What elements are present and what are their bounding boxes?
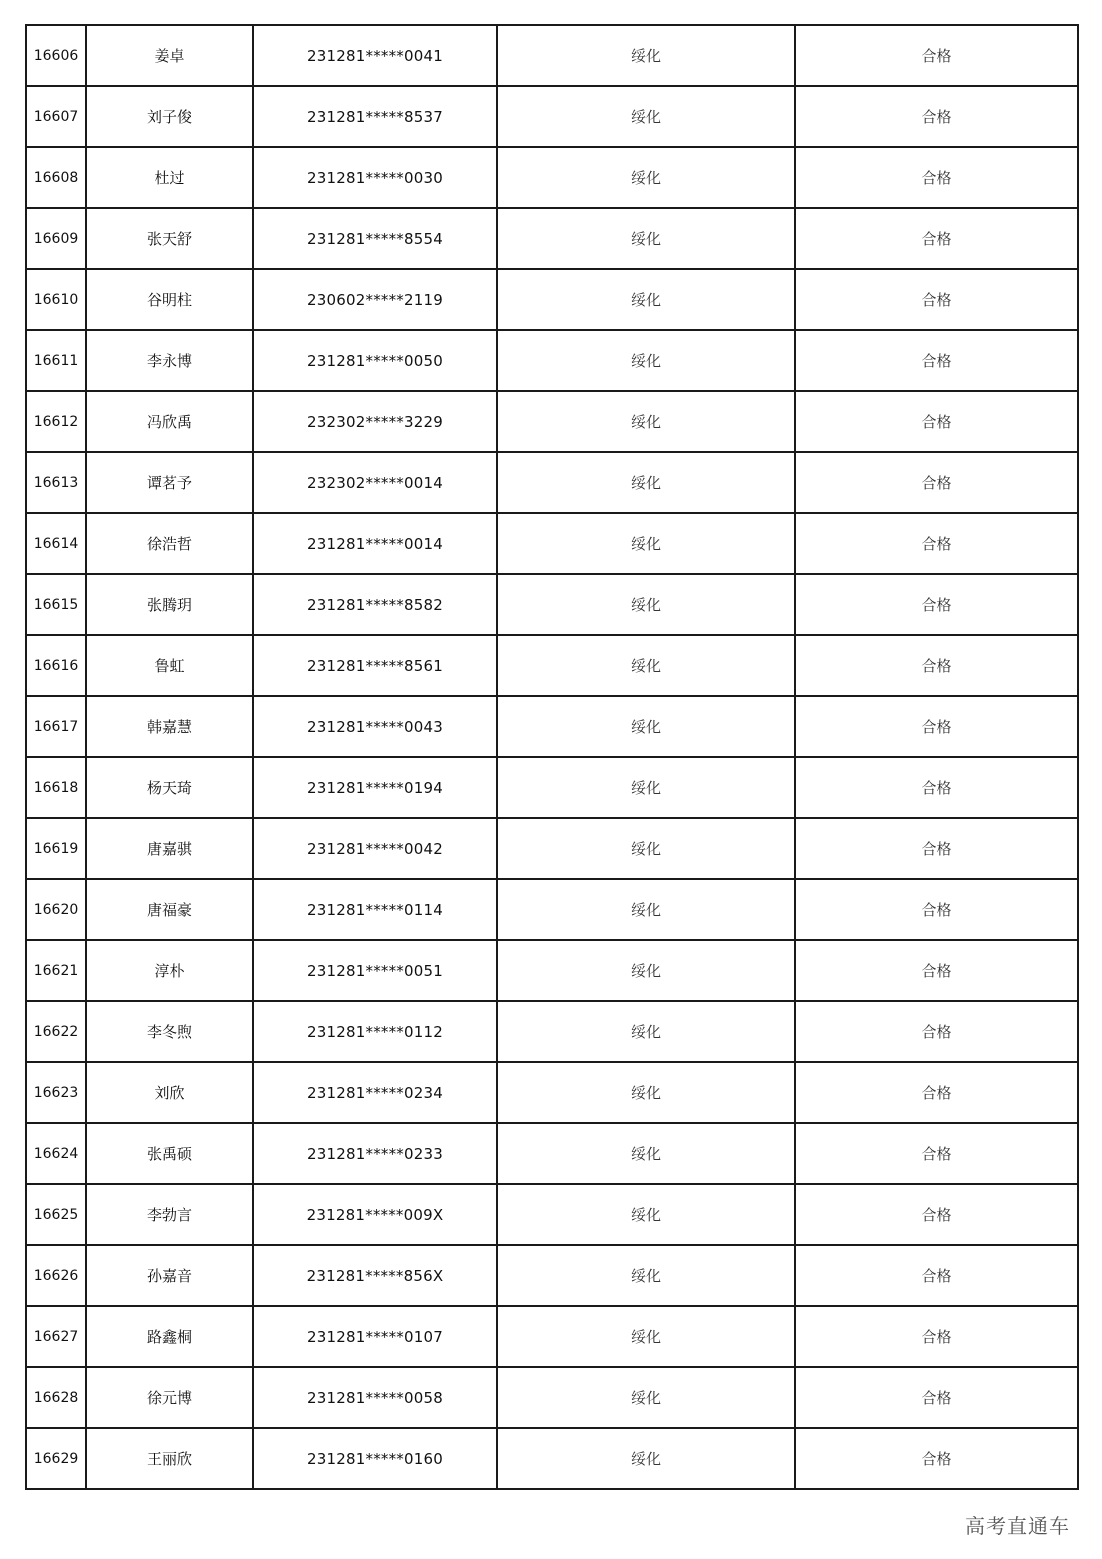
region-cell: 绥化 xyxy=(497,818,795,879)
region-cell: 绥化 xyxy=(497,1245,795,1306)
name-cell: 杨天琦 xyxy=(86,757,253,818)
region-cell: 绥化 xyxy=(497,86,795,147)
region-cell: 绥化 xyxy=(497,513,795,574)
name-cell: 路鑫桐 xyxy=(86,1306,253,1367)
result-cell: 合格 xyxy=(795,940,1078,1001)
name-cell: 唐嘉骐 xyxy=(86,818,253,879)
id-number-cell: 231281*****0114 xyxy=(253,879,497,940)
serial-number-cell: 16617 xyxy=(26,696,86,757)
result-cell: 合格 xyxy=(795,1367,1078,1428)
table-row xyxy=(26,86,1078,147)
result-cell: 合格 xyxy=(795,818,1078,879)
table-row xyxy=(26,879,1078,940)
name-cell: 徐元博 xyxy=(86,1367,253,1428)
name-cell: 姜卓 xyxy=(86,25,253,86)
table-row xyxy=(26,1428,1078,1489)
table-row xyxy=(26,1001,1078,1062)
serial-number-cell: 16616 xyxy=(26,635,86,696)
table-row xyxy=(26,513,1078,574)
name-cell: 韩嘉慧 xyxy=(86,696,253,757)
table-row xyxy=(26,635,1078,696)
serial-number-cell: 16615 xyxy=(26,574,86,635)
serial-number-cell: 16623 xyxy=(26,1062,86,1123)
region-cell: 绥化 xyxy=(497,269,795,330)
name-cell: 李勃言 xyxy=(86,1184,253,1245)
id-number-cell: 231281*****0030 xyxy=(253,147,497,208)
name-cell: 张禹硕 xyxy=(86,1123,253,1184)
result-cell: 合格 xyxy=(795,147,1078,208)
result-cell: 合格 xyxy=(795,452,1078,513)
serial-number-cell: 16628 xyxy=(26,1367,86,1428)
id-number-cell: 231281*****0050 xyxy=(253,330,497,391)
result-cell: 合格 xyxy=(795,1184,1078,1245)
table-row xyxy=(26,1062,1078,1123)
serial-number-cell: 16620 xyxy=(26,879,86,940)
result-cell: 合格 xyxy=(795,1123,1078,1184)
table-row xyxy=(26,696,1078,757)
region-cell: 绥化 xyxy=(497,574,795,635)
name-cell: 刘子俊 xyxy=(86,86,253,147)
table-row xyxy=(26,1306,1078,1367)
result-cell: 合格 xyxy=(795,574,1078,635)
watermark: 高考直通车 xyxy=(961,1510,1074,1539)
table-row xyxy=(26,1245,1078,1306)
name-cell: 鲁虹 xyxy=(86,635,253,696)
region-cell: 绥化 xyxy=(497,940,795,1001)
id-number-cell: 231281*****0051 xyxy=(253,940,497,1001)
result-cell: 合格 xyxy=(795,330,1078,391)
serial-number-cell: 16608 xyxy=(26,147,86,208)
name-cell: 冯欣禹 xyxy=(86,391,253,452)
region-cell: 绥化 xyxy=(497,147,795,208)
id-number-cell: 232302*****0014 xyxy=(253,452,497,513)
results-table xyxy=(25,24,1079,1490)
region-cell: 绥化 xyxy=(497,391,795,452)
result-cell: 合格 xyxy=(795,1245,1078,1306)
id-number-cell: 231281*****0107 xyxy=(253,1306,497,1367)
region-cell: 绥化 xyxy=(497,635,795,696)
name-cell: 张天舒 xyxy=(86,208,253,269)
serial-number-cell: 16609 xyxy=(26,208,86,269)
table-row xyxy=(26,269,1078,330)
table-row xyxy=(26,1367,1078,1428)
region-cell: 绥化 xyxy=(497,1062,795,1123)
name-cell: 孙嘉音 xyxy=(86,1245,253,1306)
id-number-cell: 231281*****0014 xyxy=(253,513,497,574)
result-cell: 合格 xyxy=(795,696,1078,757)
name-cell: 谭茗予 xyxy=(86,452,253,513)
serial-number-cell: 16611 xyxy=(26,330,86,391)
result-cell: 合格 xyxy=(795,391,1078,452)
table-row xyxy=(26,818,1078,879)
table-row xyxy=(26,208,1078,269)
result-cell: 合格 xyxy=(795,1306,1078,1367)
id-number-cell: 231281*****0112 xyxy=(253,1001,497,1062)
serial-number-cell: 16624 xyxy=(26,1123,86,1184)
id-number-cell: 231281*****0041 xyxy=(253,25,497,86)
serial-number-cell: 16621 xyxy=(26,940,86,1001)
result-cell: 合格 xyxy=(795,757,1078,818)
result-cell: 合格 xyxy=(795,1428,1078,1489)
name-cell: 王丽欣 xyxy=(86,1428,253,1489)
serial-number-cell: 16607 xyxy=(26,86,86,147)
id-number-cell: 231281*****009X xyxy=(253,1184,497,1245)
id-number-cell: 231281*****8554 xyxy=(253,208,497,269)
table-row xyxy=(26,1123,1078,1184)
serial-number-cell: 16629 xyxy=(26,1428,86,1489)
name-cell: 淳朴 xyxy=(86,940,253,1001)
id-number-cell: 231281*****0194 xyxy=(253,757,497,818)
id-number-cell: 231281*****0234 xyxy=(253,1062,497,1123)
result-cell: 合格 xyxy=(795,1001,1078,1062)
table-row xyxy=(26,147,1078,208)
region-cell: 绥化 xyxy=(497,757,795,818)
table-row xyxy=(26,25,1078,86)
name-cell: 杜过 xyxy=(86,147,253,208)
name-cell: 唐福豪 xyxy=(86,879,253,940)
result-cell: 合格 xyxy=(795,513,1078,574)
region-cell: 绥化 xyxy=(497,1123,795,1184)
id-number-cell: 231281*****8537 xyxy=(253,86,497,147)
id-number-cell: 231281*****0160 xyxy=(253,1428,497,1489)
serial-number-cell: 16622 xyxy=(26,1001,86,1062)
name-cell: 李冬煦 xyxy=(86,1001,253,1062)
region-cell: 绥化 xyxy=(497,25,795,86)
id-number-cell: 231281*****8582 xyxy=(253,574,497,635)
name-cell: 刘欣 xyxy=(86,1062,253,1123)
result-cell: 合格 xyxy=(795,25,1078,86)
region-cell: 绥化 xyxy=(497,330,795,391)
serial-number-cell: 16612 xyxy=(26,391,86,452)
table-row xyxy=(26,330,1078,391)
name-cell: 李永博 xyxy=(86,330,253,391)
region-cell: 绥化 xyxy=(497,1367,795,1428)
serial-number-cell: 16606 xyxy=(26,25,86,86)
serial-number-cell: 16619 xyxy=(26,818,86,879)
result-cell: 合格 xyxy=(795,208,1078,269)
region-cell: 绥化 xyxy=(497,452,795,513)
serial-number-cell: 16618 xyxy=(26,757,86,818)
name-cell: 徐浩哲 xyxy=(86,513,253,574)
id-number-cell: 231281*****0233 xyxy=(253,1123,497,1184)
region-cell: 绥化 xyxy=(497,1001,795,1062)
result-cell: 合格 xyxy=(795,879,1078,940)
result-cell: 合格 xyxy=(795,1062,1078,1123)
id-number-cell: 231281*****0058 xyxy=(253,1367,497,1428)
id-number-cell: 230602*****2119 xyxy=(253,269,497,330)
name-cell: 谷明柱 xyxy=(86,269,253,330)
serial-number-cell: 16613 xyxy=(26,452,86,513)
name-cell: 张腾玥 xyxy=(86,574,253,635)
serial-number-cell: 16610 xyxy=(26,269,86,330)
result-cell: 合格 xyxy=(795,635,1078,696)
table-row xyxy=(26,452,1078,513)
id-number-cell: 231281*****8561 xyxy=(253,635,497,696)
id-number-cell: 231281*****0043 xyxy=(253,696,497,757)
result-cell: 合格 xyxy=(795,269,1078,330)
table-row xyxy=(26,391,1078,452)
id-number-cell: 231281*****856X xyxy=(253,1245,497,1306)
table-row xyxy=(26,574,1078,635)
region-cell: 绥化 xyxy=(497,208,795,269)
serial-number-cell: 16626 xyxy=(26,1245,86,1306)
region-cell: 绥化 xyxy=(497,1306,795,1367)
serial-number-cell: 16614 xyxy=(26,513,86,574)
table-row xyxy=(26,1184,1078,1245)
serial-number-cell: 16625 xyxy=(26,1184,86,1245)
result-cell: 合格 xyxy=(795,86,1078,147)
region-cell: 绥化 xyxy=(497,1184,795,1245)
serial-number-cell: 16627 xyxy=(26,1306,86,1367)
region-cell: 绥化 xyxy=(497,1428,795,1489)
table-row xyxy=(26,940,1078,1001)
id-number-cell: 232302*****3229 xyxy=(253,391,497,452)
results-table-body xyxy=(26,25,1078,1489)
region-cell: 绥化 xyxy=(497,696,795,757)
table-row xyxy=(26,757,1078,818)
region-cell: 绥化 xyxy=(497,879,795,940)
id-number-cell: 231281*****0042 xyxy=(253,818,497,879)
